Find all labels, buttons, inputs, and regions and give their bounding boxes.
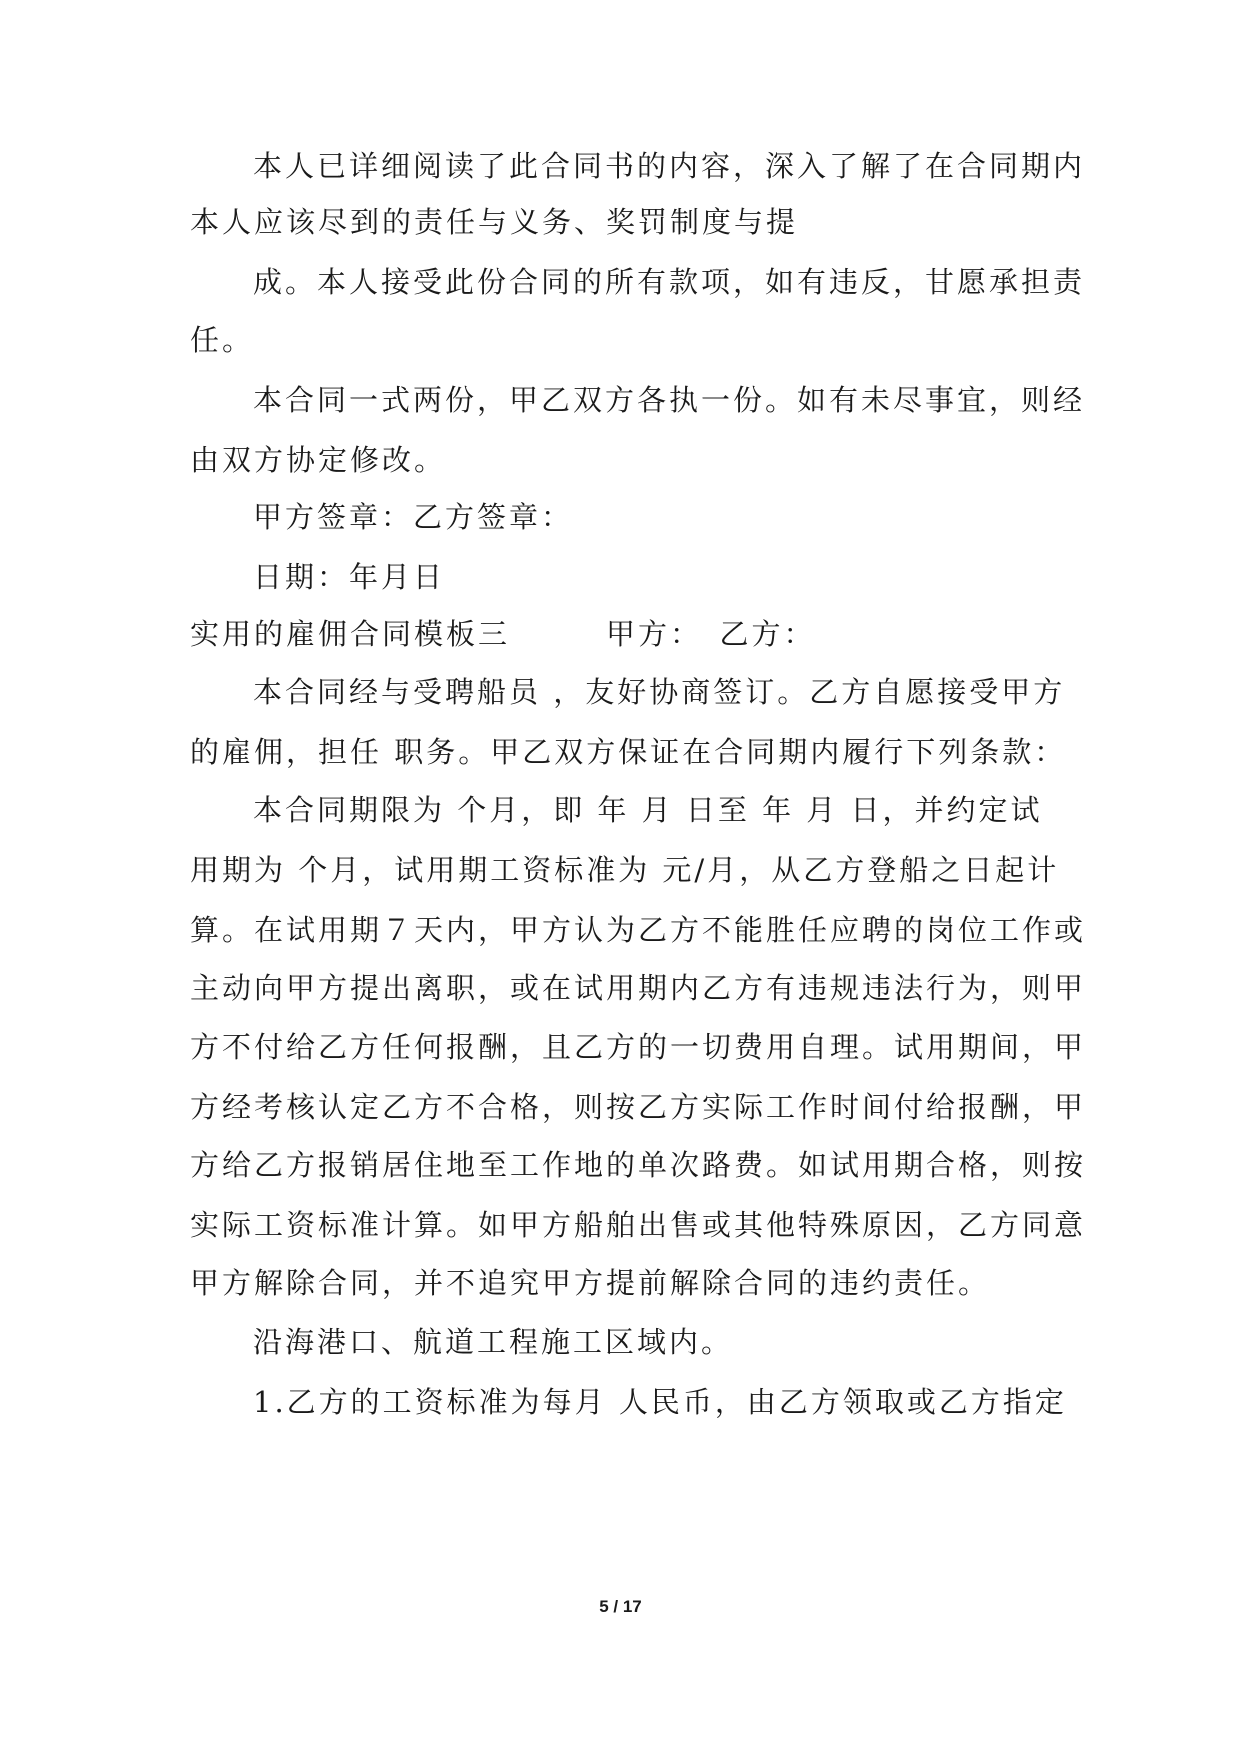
- paragraph-line: 沿海港口、航道工程施工区域内。: [253, 1325, 734, 1359]
- paragraph-line: 甲方解除合同，并不追究甲方提前解除合同的违约责任。: [190, 1266, 991, 1300]
- paragraph-line: 本人已详细阅读了此合同书的内容，深入了解了在合同期内: [253, 149, 1086, 183]
- paragraph-line: 甲方签章：乙方签章：: [253, 500, 574, 534]
- paragraph-line: 用期为 个月，试用期工资标准为 元/月，从乙方登船之日起计: [190, 853, 1060, 887]
- paragraph-line: 成。本人接受此份合同的所有款项，如有违反，甘愿承担责: [253, 265, 1086, 299]
- paragraph-line: 任。: [190, 323, 255, 357]
- paragraph-line: 主动向甲方提出离职，或在试用期内乙方有违规违法行为，则甲: [190, 971, 1087, 1005]
- paragraph-line: 本合同期限为 个月，即 年 月 日至 年 月 日，并约定试: [253, 793, 1043, 827]
- paragraph-line: 方经考核认定乙方不合格，则按乙方实际工作时间付给报酬，甲: [190, 1090, 1087, 1124]
- page-number: 5 / 17: [599, 1597, 642, 1616]
- paragraph-line: 本人应该尽到的责任与义务、奖罚制度与提: [190, 205, 799, 239]
- paragraph-line: 算。在试用期７天内，甲方认为乙方不能胜任应聘的岗位工作或: [190, 913, 1087, 947]
- paragraph-line: 的雇佣，担任 职务。甲乙双方保证在合同期内履行下列条款：: [190, 735, 1067, 769]
- paragraph-line: 1.乙方的工资标准为每月 人民币，由乙方领取或乙方指定: [253, 1385, 1067, 1419]
- paragraph-line: 方不付给乙方任何报酬，且乙方的一切费用自理。试用期间，甲: [190, 1030, 1087, 1064]
- paragraph-line: 方给乙方报销居住地至工作地的单次路费。如试用期合格，则按: [190, 1148, 1087, 1182]
- paragraph-line: 由双方协定修改。: [190, 443, 447, 477]
- paragraph-line: 日期：年月日: [253, 560, 446, 594]
- paragraph-line: 本合同经与受聘船员 ，友好协商签订。乙方自愿接受甲方: [253, 675, 1066, 709]
- paragraph-line: 本合同一式两份，甲乙双方各执一份。如有未尽事宜，则经: [253, 383, 1086, 417]
- paragraph-line: 实际工资标准计算。如甲方船舶出售或其他特殊原因，乙方同意: [190, 1208, 1087, 1242]
- section-heading: 实用的雇佣合同模板三 甲方： 乙方：: [190, 617, 816, 651]
